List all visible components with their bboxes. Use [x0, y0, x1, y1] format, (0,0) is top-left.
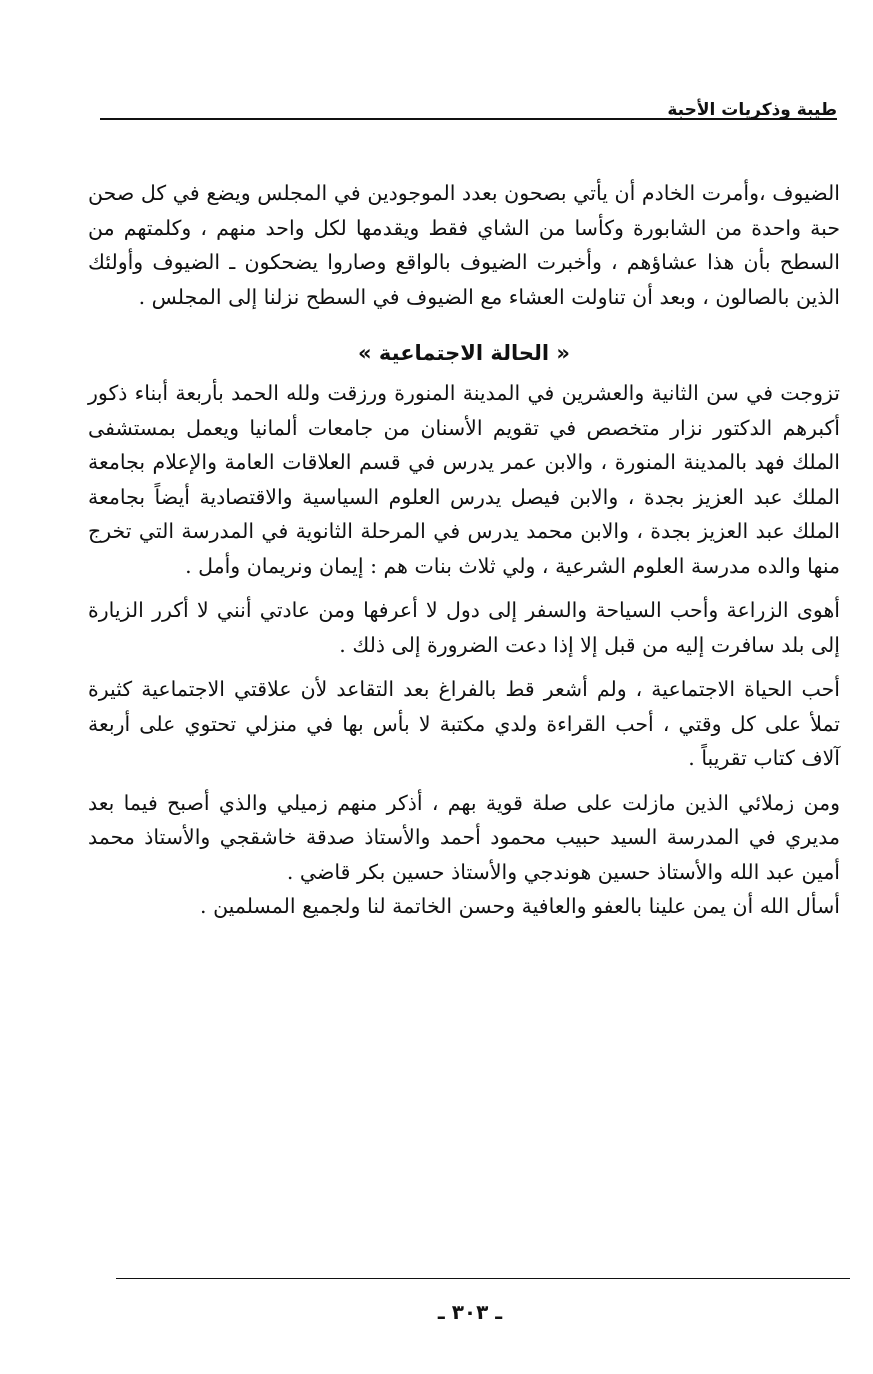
body-paragraph: أحب الحياة الاجتماعية ، ولم أشعر قط بالفراغ بعد التقاعد لأن علاقتي الاجتماعية كثيرة تملأ على كل وقتي ، أحب القراءة ولدي مكتبة لا بأس بها في منزلي تحتوي على أربعة آلاف كتاب تقريباً .: [88, 677, 840, 770]
footer-divider: [116, 1278, 850, 1279]
page-number: ـ ٣٠٣ ـ: [437, 1300, 503, 1324]
body-paragraph: ومن زملائي الذين مازلت على صلة قوية بهم ، أذكر منهم زميلي والذي أصبح فيما بعد مديري في المدرسة السيد حبيب محمود أحمد والأستاذ صدقة خاشقجي والأستاذ محمد أمين عبد الله والأستاذ حسين هوندجي والأستاذ حسين بكر قاضي .: [88, 790, 840, 884]
header-divider: [100, 118, 837, 120]
book-title: طيبة وذكريات الأحبة: [667, 100, 837, 120]
body-paragraph: أهوى الزراعة وأحب السياحة والسفر إلى دول لا أعرفها ومن عادتي أنني لا أكرر الزيارة إلى بلد سافرت إليه من قبل إلا إذا دعت الضرورة إلى ذلك .: [88, 598, 840, 657]
body-paragraph: تزوجت في سن الثانية والعشرين في المدينة المنورة ورزقت ولله الحمد بأربعة أبناء ذكور أكبرهم الدكتور نزار متخصص في تقويم الأسنان من جامعات ألمانيا ويعمل بمستشفى الملك فهد بالمدينة المنورة ، والابن عمر يدرس في قسم العلاقات العامة والإعلام بجامعة الملك عبد العزيز بجدة ، والابن فيصل يدرس العلوم السياسية والاقتصادية أيضاً بجامعة الملك عبد العزيز بجدة ، والابن محمد يدرس في المرحلة الثانوية في المدرسة التي تخرج منها والده مدرسة العلوم الشرعية ، ولي ثلاث بنات هم : إيمان ونريمان وأمل .: [88, 381, 840, 578]
section-heading: « الحالة الاجتماعية »: [358, 341, 570, 365]
page-body: [88, 176, 840, 924]
running-header: [100, 100, 837, 124]
body-paragraph: أسأل الله أن يمن علينا بالعفو والعافية وحسن الخاتمة لنا ولجميع المسلمين .: [200, 894, 840, 918]
body-paragraph: الضيوف ،وأمرت الخادم أن يأتي بصحون بعدد الموجودين في المجلس ويضع في كل صحن حبة واحدة من الشابورة وكأسا من الشاي فقط ويقدمها لكل واحد منهم ، وكلمتهم من السطح بأن هذا عشاؤهم ، وأخبرت الضيوف بالواقع وصاروا يضحكون ـ الضيوف وأولئك الذين بالصالون ، وبعد أن تناولت العشاء مع الضيوف في السطح نزلنا إلى المجلس .: [88, 181, 840, 309]
